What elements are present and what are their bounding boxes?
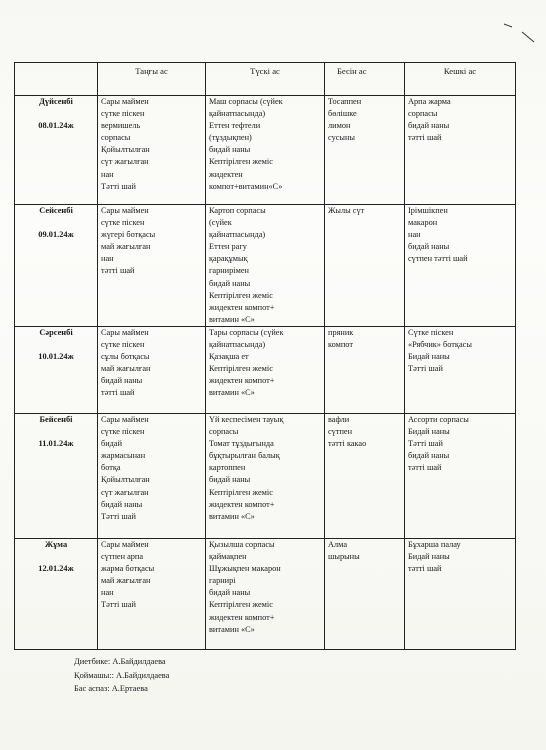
menu-line: сүт жағылған [101, 157, 149, 167]
day-cell [15, 326, 98, 413]
snack-cell [325, 413, 405, 538]
breakfast-cell [98, 96, 206, 205]
snack-cell [325, 538, 405, 649]
menu-line: Сары маймен [101, 206, 149, 215]
menu-line: бидай наны [408, 242, 450, 252]
lunch-cell [206, 413, 325, 538]
menu-line: бидай наны [408, 451, 450, 461]
lunch-cell [206, 205, 325, 327]
menu-line: бидай наны [101, 376, 143, 386]
menu-line: Кептірілген жеміс [209, 364, 273, 374]
menu-line: Сары маймен [101, 414, 149, 424]
menu-line: жарма ботқасы [101, 564, 155, 574]
menu-line: сорпасы [209, 427, 239, 437]
menu-line: Сүтке піскен [408, 327, 454, 337]
header-lunch: Түскі ас [206, 63, 325, 96]
day-date: 08.01.24ж [38, 121, 74, 131]
day-name: Дүйсенбі [39, 97, 73, 106]
lunch-cell [206, 326, 325, 413]
dinner-cell [405, 413, 516, 538]
menu-line: Ассорти сорпасы [408, 414, 469, 424]
menu-line: бөлішке [328, 109, 357, 119]
menu-line: жидектен компот+ [209, 376, 275, 386]
menu-line: нан [101, 169, 114, 179]
breakfast-cell [98, 538, 206, 649]
menu-line: Тосаппен [328, 97, 362, 106]
day-row [15, 326, 516, 413]
menu-line: бидай наны [101, 499, 143, 509]
menu-line: Сары маймен [101, 327, 149, 337]
menu-line: сүт жағылған [101, 487, 149, 497]
snack-cell [325, 326, 405, 413]
menu-line: қайнатпасында) [209, 230, 266, 240]
menu-line: бұқтырылған балық [209, 451, 280, 461]
menu-line: жидектен [209, 169, 243, 179]
header-day [15, 63, 98, 96]
menu-line: тәтті шай [408, 463, 442, 473]
menu-line: Ірімшікпен [408, 206, 448, 215]
menu-line: Үй кеспесімен тауық [209, 414, 284, 424]
dinner-cell [405, 205, 516, 327]
menu-line: нан [101, 254, 114, 264]
menu-line: сүтке піскен [101, 218, 145, 228]
day-row [15, 205, 516, 327]
menu-line: «Рябчик» ботқасы [408, 340, 472, 350]
menu-line: гарнирімен [209, 266, 249, 276]
menu-line: Кептірілген жеміс [209, 157, 273, 167]
menu-line: Тәтті шай [101, 600, 136, 610]
header-dinner: Кешкі ас [405, 63, 516, 96]
menu-line: сорпасы [101, 133, 131, 143]
lunch-cell [206, 96, 325, 205]
menu-line: Қойылтылған [101, 145, 150, 155]
menu-line: витамин «С» [209, 314, 255, 324]
menu-line: компот+витамин«С» [209, 181, 283, 191]
menu-line: бидай наны [209, 475, 251, 485]
header-row [15, 63, 516, 96]
menu-line: нан [408, 230, 421, 240]
menu-line: витамин «С» [209, 388, 255, 398]
day-cell [15, 96, 98, 205]
menu-line: май жағылған [101, 242, 151, 252]
menu-line: гарнирі [209, 576, 236, 586]
menu-line: тәтті какао [328, 439, 367, 449]
menu-line: Сары маймен [101, 97, 149, 106]
menu-line: жидектен компот+ [209, 499, 275, 509]
header-snack: Бесін ас [325, 63, 405, 96]
pen-mark [500, 18, 540, 48]
menu-line: вермишель [101, 121, 141, 131]
menu-line: лимон [328, 121, 351, 131]
menu-line: Тәтті шай [408, 364, 443, 374]
menu-line: Тәтті шай [101, 511, 136, 521]
menu-line: бидай наны [209, 145, 251, 155]
menu-line: Қазақша ет [209, 352, 249, 362]
day-date: 09.01.24ж [38, 230, 74, 240]
menu-line: Томат тұздығында [209, 439, 274, 449]
header-breakfast: Таңғы ас [98, 63, 206, 96]
menu-line: Алма [328, 539, 348, 549]
menu-line: Тары сорпасы (сүйек [209, 327, 284, 337]
dinner-cell [405, 326, 516, 413]
menu-line: шырыны [328, 552, 360, 562]
menu-line: Кептірілген жеміс [209, 600, 273, 610]
menu-line: тәтті шай [408, 564, 442, 574]
breakfast-cell [98, 205, 206, 327]
day-cell [15, 205, 98, 327]
day-row [15, 538, 516, 649]
menu-line: Бидай наны [408, 352, 450, 362]
day-name: Жұма [44, 539, 68, 549]
menu-line: қайнатпасында) [209, 340, 266, 350]
menu-line: Қойылтылған [101, 475, 150, 485]
menu-line: тәтті шай [101, 388, 135, 398]
menu-line: сусыны [328, 133, 355, 143]
day-row [15, 413, 516, 538]
menu-line: Тәтті шай [408, 439, 443, 449]
menu-line: (тұздықпен) [209, 133, 252, 143]
menu-line: Арпа жарма [408, 97, 451, 106]
signature-head-cook: Бас аспаз: А.Ертаева [74, 684, 148, 693]
menu-line: бидай [101, 439, 123, 449]
menu-line: жүгері ботқасы [101, 230, 156, 240]
menu-line: бидай наны [209, 278, 251, 288]
menu-table [14, 62, 516, 650]
menu-line: сұлы ботқасы [101, 352, 150, 362]
menu-line: Жылы сүт [328, 206, 365, 215]
breakfast-cell [98, 326, 206, 413]
menu-line: сүтпен [328, 427, 353, 437]
signature-storekeeper: Қоймашы:: А.Байдилдаева [74, 670, 170, 680]
menu-line: қарақұмық [209, 254, 248, 264]
breakfast-cell [98, 413, 206, 538]
menu-line: Маш сорпасы (сүйек [209, 97, 283, 106]
menu-line: сүтке піскен [101, 340, 145, 350]
menu-line: бидай наны [408, 121, 450, 131]
menu-line: бидай наны [209, 588, 251, 598]
day-date: 11.01.24ж [38, 439, 74, 449]
menu-line: картоппен [209, 463, 246, 473]
menu-line: жидектен компот+ [209, 302, 275, 312]
menu-line: қаймақпен [209, 552, 247, 562]
day-date: 10.01.24ж [38, 352, 74, 362]
menu-line: Картоп сорпасы [209, 206, 266, 215]
menu-line: сүтке піскен [101, 109, 145, 119]
menu-line: тәтті шай [101, 266, 135, 276]
snack-cell [325, 96, 405, 205]
menu-line: май жағылған [101, 576, 151, 586]
day-cell [15, 413, 98, 538]
menu-line: (сүйек [209, 218, 232, 228]
day-row [15, 96, 516, 205]
day-name: Сәрсенбі [39, 327, 73, 337]
menu-line: Еттен тефтели [209, 121, 261, 131]
menu-line: Бұхарша палау [408, 539, 461, 549]
menu-line: вафли [328, 414, 350, 424]
dinner-cell [405, 538, 516, 649]
dinner-cell [405, 96, 516, 205]
menu-line: жидектен компот+ [209, 612, 275, 622]
lunch-cell [206, 538, 325, 649]
menu-line: сүтпен арпа [101, 552, 144, 562]
menu-line: май жағылған [101, 364, 151, 374]
menu-line: нан [101, 588, 114, 598]
day-name: Сейсенбі [39, 206, 73, 215]
menu-line: тәтті шай [408, 133, 442, 143]
signature-dietitian: Диетбике: А.Байдилдаева [74, 657, 166, 666]
menu-line: витамин «С» [209, 624, 255, 634]
menu-line: ботқа [101, 463, 121, 473]
menu-line: Еттен рагу [209, 242, 247, 252]
menu-line: Бидай наны [408, 427, 450, 437]
menu-line: Қызылша сорпасы [209, 539, 275, 549]
menu-line: витамин «С» [209, 511, 255, 521]
menu-line: жармасынан [101, 451, 146, 461]
day-name: Бейсенбі [39, 414, 73, 424]
menu-line: компот [328, 340, 353, 350]
snack-cell [325, 205, 405, 327]
day-date: 12.01.24ж [38, 564, 74, 574]
menu-line: Тәтті шай [101, 181, 136, 191]
day-cell [15, 538, 98, 649]
menu-line: макарон [408, 218, 438, 228]
menu-line: Кептірілген жеміс [209, 290, 273, 300]
menu-line: пряник [328, 327, 354, 337]
menu-line: Кептірілген жеміс [209, 487, 273, 497]
menu-line: Шұжықпен макарон [209, 564, 281, 574]
menu-line: сүтпен тәтті шай [408, 254, 468, 264]
menu-line: қайнатпасында) [209, 109, 266, 119]
menu-line: Сары маймен [101, 539, 149, 549]
menu-line: Бидай наны [408, 552, 450, 562]
signatures [74, 655, 169, 696]
menu-line: сүтке піскен [101, 427, 145, 437]
menu-line: сорпасы [408, 109, 438, 119]
